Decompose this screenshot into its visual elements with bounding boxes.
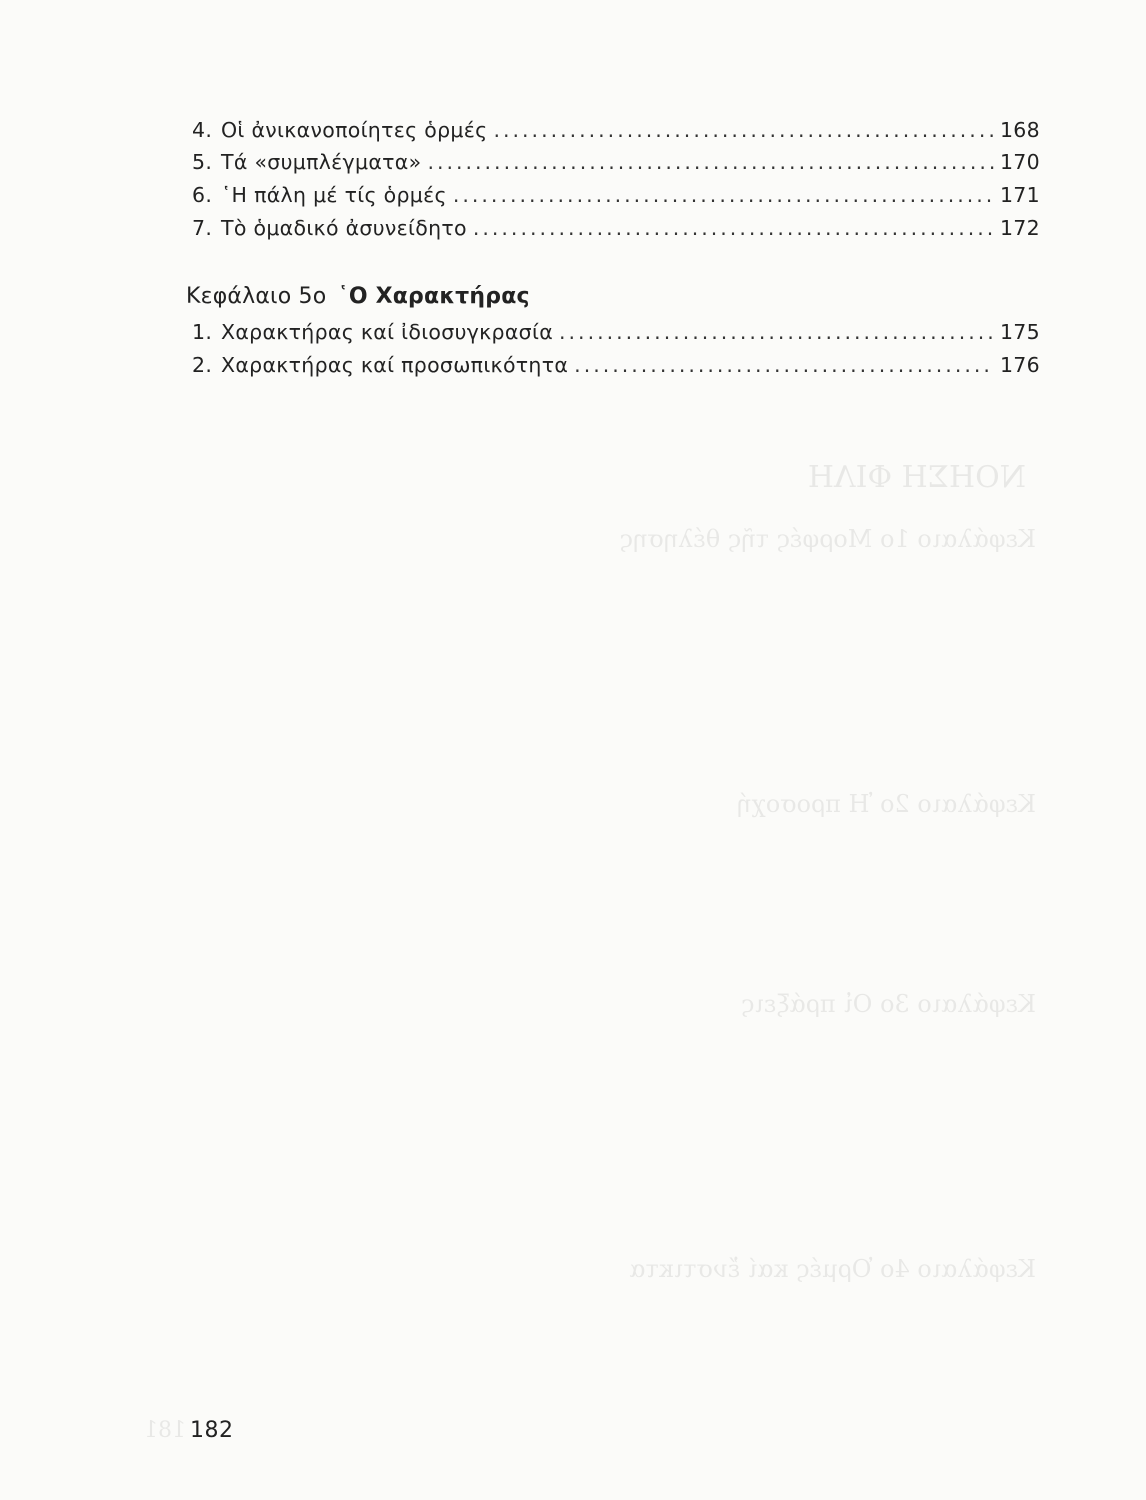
toc-entry-number: 5. [192, 150, 213, 174]
toc-entry-title: Χαρακτήρας καί προσωπικότητα [221, 353, 569, 377]
toc-entry-number: 6. [192, 183, 213, 207]
dot-leader [559, 320, 994, 344]
show-through-background: ΝΟΗΣΗ ΦΙΛΗ Κεφάλαιο 1ο Μορφές τῆς θέλησης Κεφάλαιο 2ο Ἡ προσοχή Κεφάλαιο 3ο Οἱ πράξεις Κεφάλαιο 4ο Ὁρμές καί ἔνστικτα 181 [144, 460, 1036, 1443]
toc-entry-title: Τά «συμπλέγματα» [221, 150, 422, 174]
toc-entry-number: 2. [192, 353, 213, 377]
dot-leader [427, 150, 994, 174]
dot-leader [493, 118, 993, 142]
toc-entry-page: 168 [999, 118, 1040, 142]
toc-entry-page: 170 [999, 150, 1040, 174]
toc-entry[interactable] [192, 183, 1040, 215]
dot-leader [574, 353, 994, 377]
toc-entry[interactable] [192, 150, 1040, 182]
toc-entry-page: 172 [999, 216, 1040, 240]
toc-entry-page: 176 [999, 353, 1040, 377]
toc-entry[interactable] [192, 353, 1040, 385]
toc-entry-title: Οἱ ἀνικανοποίητες ὁρμές [221, 118, 488, 142]
toc-entry-title: Τὸ ὁμαδικό ἀσυνείδητο [221, 216, 467, 240]
toc-entry[interactable] [192, 118, 1040, 150]
toc-entry[interactable] [192, 216, 1040, 248]
toc-entry-title: Χαρακτήρας καί ἰδιοσυγκρασία [221, 320, 554, 344]
dot-leader [473, 216, 994, 240]
chapter-title: ῾Ο Χαρακτήρας [337, 284, 530, 309]
toc-entry-number: 7. [192, 216, 213, 240]
toc-entry-number: 1. [192, 320, 213, 344]
toc-entry[interactable] [192, 320, 1040, 352]
chapter-label: Κεφάλαιο 5ο [186, 284, 327, 309]
toc-entry-page: 175 [999, 320, 1040, 344]
toc-entry-number: 4. [192, 118, 213, 142]
page-number: 182 [190, 1418, 234, 1443]
toc-entry-page: 171 [999, 183, 1040, 207]
dot-leader [453, 183, 994, 207]
toc-entry-title: ῾Η πάλη μέ τίς ὁρμές [221, 183, 447, 207]
chapter-heading [186, 284, 530, 309]
